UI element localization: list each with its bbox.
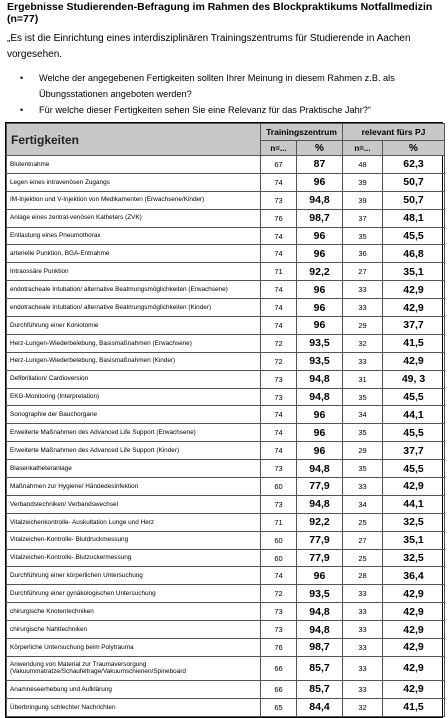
skill-cell: Durchführung einer körperlichen Untersuchung [7,567,261,585]
pj-percent-cell: 42,9 [383,478,445,496]
pj-count-cell: 34 [343,495,383,513]
pj-count-cell: 27 [343,531,383,549]
tz-count-cell: 73 [261,370,297,388]
tz-count-cell: 73 [261,388,297,406]
pj-count-cell: 29 [343,442,383,460]
survey-title: Ergebnisse Studierenden-Befragung im Rahmen des Blockpraktikums Notfallmedizin (n=77) [7,1,433,25]
tz-percent-cell: 96 [297,317,343,335]
tz-count-cell: 74 [261,406,297,424]
table-row [7,513,445,531]
tz-count-cell: 72 [261,352,297,370]
pj-percent-cell: 37,7 [383,317,445,335]
table-row [7,299,445,317]
pj-percent-cell: 45,5 [383,227,445,245]
pj-percent-cell: 50,7 [383,191,445,209]
pj-percent-cell: 45,5 [383,460,445,478]
pj-percent-cell: 44,1 [383,406,445,424]
tz-percent-cell: 93,5 [297,352,343,370]
tz-percent-cell: 94,8 [297,460,343,478]
tz-count-cell: 72 [261,585,297,603]
tz-count-cell: 76 [261,639,297,657]
pj-count-cell: 33 [343,621,383,639]
skill-cell: arterielle Punktion, BGA-Entnahme [7,245,261,263]
pj-percent-cell: 41,5 [383,334,445,352]
tz-count-cell: 73 [261,460,297,478]
pj-count-cell: 32 [343,698,383,716]
tz-count-cell: 71 [261,263,297,281]
tz-percent-cell: 77,9 [297,549,343,567]
tz-count-cell: 67 [261,156,297,174]
pj-percent-cell: 45,5 [383,424,445,442]
tz-count-cell: 74 [261,173,297,191]
tz-percent-cell: 96 [297,299,343,317]
tz-count-cell: 74 [261,227,297,245]
skill-cell: chirurgische Knotentechniken [7,603,261,621]
skill-cell: Herz-Lungen-Wiederbelebung, Basismaßnahmen (Erwachsene) [7,334,261,352]
question-item [20,102,440,118]
question-text: Für welche dieser Fertigkeiten sehen Sie eine Relevanz für das Praktische Jahr?“ [39,105,371,115]
tz-percent-cell: 94,8 [297,388,343,406]
tz-percent-cell: 94,8 [297,603,343,621]
tz-percent-cell: 98,7 [297,209,343,227]
pj-percent-cell: 42,9 [383,621,445,639]
tz-count-cell: 60 [261,478,297,496]
tz-count-cell: 66 [261,680,297,698]
tz-percent-cell: 85,7 [297,680,343,698]
skill-cell: chirurgische Nahttechniken [7,621,261,639]
pj-count-cell: 33 [343,603,383,621]
tz-count-cell: 74 [261,299,297,317]
skill-cell: Defibrillation/ Cardioversion [7,370,261,388]
pj-count-cell: 33 [343,585,383,603]
table-row [7,495,445,513]
tz-percent-cell: 96 [297,227,343,245]
pj-count-cell: 35 [343,424,383,442]
table-row [7,191,445,209]
pj-percent-cell: 50,7 [383,173,445,191]
tz-percent-cell: 94,8 [297,191,343,209]
table-row [7,227,445,245]
tz-count-cell: 73 [261,191,297,209]
pj-percent-cell: 44,1 [383,495,445,513]
pj-count-cell: 36 [343,245,383,263]
table-row [7,567,445,585]
skill-cell: IM-Injektion und V-Injektion von Medikamenten (Erwachsene/Kinder) [7,191,261,209]
pj-count-cell: 35 [343,227,383,245]
tz-percent-cell: 77,9 [297,531,343,549]
skill-cell: endotracheale Intubation/ alternative Beatmungsmöglichkeiten (Kinder) [7,299,261,317]
tz-percent-cell: 84,4 [297,698,343,716]
table-row [7,352,445,370]
pj-count-cell: 33 [343,656,383,680]
skill-cell: EKG-Monitoring (Interpretation) [7,388,261,406]
results-table [5,122,443,718]
tz-percent-header: % [297,141,343,156]
pj-percent-cell: 37,7 [383,442,445,460]
pj-percent-cell: 42,9 [383,680,445,698]
skill-cell: Entlastung eines Pneumothorax [7,227,261,245]
skill-cell: endotracheale Intubation/ alternative Beatmungsmöglichkeiten (Erwachsene) [7,281,261,299]
table-row [7,549,445,567]
table-row [7,478,445,496]
tz-count-cell: 74 [261,317,297,335]
skill-cell: Sonographie der Bauchorgane [7,406,261,424]
table-row [7,424,445,442]
tz-count-cell: 73 [261,621,297,639]
tz-percent-cell: 96 [297,173,343,191]
table-row [7,621,445,639]
table-row [7,263,445,281]
pj-percent-cell: 35,1 [383,263,445,281]
pj-percent-cell: 42,9 [383,281,445,299]
pj-percent-cell: 42,9 [383,639,445,657]
skill-cell: Intraossäre Punktion [7,263,261,281]
skill-cell: Durchführung einer gynäkologischen Untersuchung [7,585,261,603]
skill-cell: Maßnahmen zur Hygiene/ Händedesinfektion [7,478,261,496]
pj-count-cell: 32 [343,334,383,352]
bullet-icon: • [20,73,24,83]
pj-percent-cell: 32,5 [383,513,445,531]
pj-percent-cell: 32,5 [383,549,445,567]
pj-percent-cell: 36,4 [383,567,445,585]
pj-count-cell: 25 [343,513,383,531]
tz-percent-cell: 96 [297,567,343,585]
table-row [7,585,445,603]
pj-count-cell: 33 [343,299,383,317]
tz-percent-cell: 96 [297,245,343,263]
tz-percent-cell: 96 [297,281,343,299]
question-item [20,70,440,102]
tz-percent-cell: 94,8 [297,495,343,513]
pj-percent-cell: 48,1 [383,209,445,227]
pj-count-cell: 33 [343,352,383,370]
tz-count-cell: 72 [261,334,297,352]
pj-count-cell: 31 [343,370,383,388]
skill-cell: Vitalzeichenkontrolle- Auskultation Lunge und Herz [7,513,261,531]
tz-count-cell: 74 [261,424,297,442]
pj-percent-cell: 42,9 [383,603,445,621]
intro-text: „Es ist die Einrichtung eines interdisziplinären Trainingszentrums für Studierende in Aachen vorgesehen. [7,33,411,60]
tz-count-cell: 73 [261,603,297,621]
pj-count-cell: 35 [343,388,383,406]
table-row [7,406,445,424]
tz-percent-cell: 85,7 [297,656,343,680]
tz-percent-cell: 93,5 [297,334,343,352]
pj-count-cell: 33 [343,281,383,299]
table-row [7,388,445,406]
table-row [7,442,445,460]
skill-cell: Vitalzeichen-Kontrolle- Blutzuckermessung [7,549,261,567]
skill-cell: Anlage eines zentral-venösen Katheters (ZVK) [7,209,261,227]
pj-count-cell: 25 [343,549,383,567]
skill-cell: Legen eines intravenösen Zugangs [7,173,261,191]
pj-count-cell: 34 [343,406,383,424]
skill-cell: Verbandstechniken/ Verbandswechsel [7,495,261,513]
tz-percent-cell: 94,8 [297,370,343,388]
skill-cell: Anamneseerhebung und Aufklärung [7,680,261,698]
pj-percent-cell: 49, 3 [383,370,445,388]
table-row [7,209,445,227]
table-row [7,639,445,657]
tz-percent-cell: 96 [297,406,343,424]
table-row [7,245,445,263]
pj-count-cell: 33 [343,680,383,698]
table-row [7,317,445,335]
pj-relevance-header: relevant fürs PJ [343,124,445,141]
pj-percent-cell: 62,3 [383,156,445,174]
question-list [20,70,440,118]
pj-count-header: n=... [343,141,383,156]
question-text: Welche der angegebenen Fertigkeiten sollten Ihrer Meinung in diesem Rahmen z.B. als Übungsstationen angeboten werden? [39,73,395,99]
table-row [7,680,445,698]
skill-cell: Erweiterte Maßnahmen des Advanced Life Support (Erwachsene) [7,424,261,442]
tz-count-cell: 74 [261,245,297,263]
pj-percent-cell: 42,9 [383,585,445,603]
bullet-icon: • [20,105,24,115]
tz-count-header: n=... [261,141,297,156]
pj-count-cell: 39 [343,173,383,191]
pj-percent-cell: 46,8 [383,245,445,263]
tz-percent-cell: 93,5 [297,585,343,603]
tz-percent-cell: 96 [297,424,343,442]
skill-cell: Überbringung schlechter Nachrichten [7,698,261,716]
table-row [7,698,445,716]
tz-count-cell: 76 [261,209,297,227]
tz-count-cell: 60 [261,549,297,567]
pj-count-cell: 29 [343,317,383,335]
pj-percent-header: % [383,141,445,156]
pj-percent-cell: 35,1 [383,531,445,549]
tz-count-cell: 74 [261,281,297,299]
skill-cell: Durchführung einer Koniotomie [7,317,261,335]
table-row [7,334,445,352]
skill-cell: Anwendung von Material zur Traumaversorgung (Vakuummatratze/Schaufeltrage/Vakuumschienen/Spineboard [7,656,261,680]
tz-count-cell: 60 [261,531,297,549]
table-row [7,281,445,299]
tz-count-cell: 71 [261,513,297,531]
tz-percent-cell: 96 [297,442,343,460]
pj-percent-cell: 42,9 [383,656,445,680]
skill-cell: Vitalzeichen-Kontrolle- Blutdruckmessung [7,531,261,549]
table-row [7,531,445,549]
skill-cell: Blasenkatheteranlage [7,460,261,478]
pj-count-cell: 48 [343,156,383,174]
pj-count-cell: 39 [343,191,383,209]
pj-count-cell: 35 [343,460,383,478]
pj-count-cell: 33 [343,639,383,657]
table-row [7,656,445,680]
tz-percent-cell: 92,2 [297,263,343,281]
pj-percent-cell: 42,9 [383,299,445,317]
table-row [7,603,445,621]
pj-count-cell: 33 [343,478,383,496]
skill-cell: Blutentnahme [7,156,261,174]
tz-count-cell: 73 [261,495,297,513]
pj-count-cell: 28 [343,567,383,585]
tz-count-cell: 65 [261,698,297,716]
pj-percent-cell: 45,5 [383,388,445,406]
training-center-header: Trainingszentrum [261,124,343,141]
pj-count-cell: 37 [343,209,383,227]
tz-count-cell: 74 [261,567,297,585]
tz-count-cell: 66 [261,656,297,680]
tz-percent-cell: 87 [297,156,343,174]
table-row [7,173,445,191]
tz-percent-cell: 77,9 [297,478,343,496]
table-row [7,370,445,388]
table-row [7,460,445,478]
tz-count-cell: 74 [261,442,297,460]
tz-percent-cell: 92,2 [297,513,343,531]
skill-cell: Erweiterte Maßnahmen des Advanced Life Support (Kinder) [7,442,261,460]
tz-percent-cell: 98,7 [297,639,343,657]
table-body [7,156,445,717]
pj-count-cell: 27 [343,263,383,281]
pj-percent-cell: 42,9 [383,352,445,370]
tz-percent-cell: 94,8 [297,621,343,639]
table-row [7,156,445,174]
skill-column-header: Fertigkeiten [7,124,261,156]
pj-percent-cell: 41,5 [383,698,445,716]
skill-cell: Herz-Lungen-Wiederbelebung, Basismaßnahmen (Kinder) [7,352,261,370]
skill-cell: Körperliche Untersuchung beim Polytrauma [7,639,261,657]
